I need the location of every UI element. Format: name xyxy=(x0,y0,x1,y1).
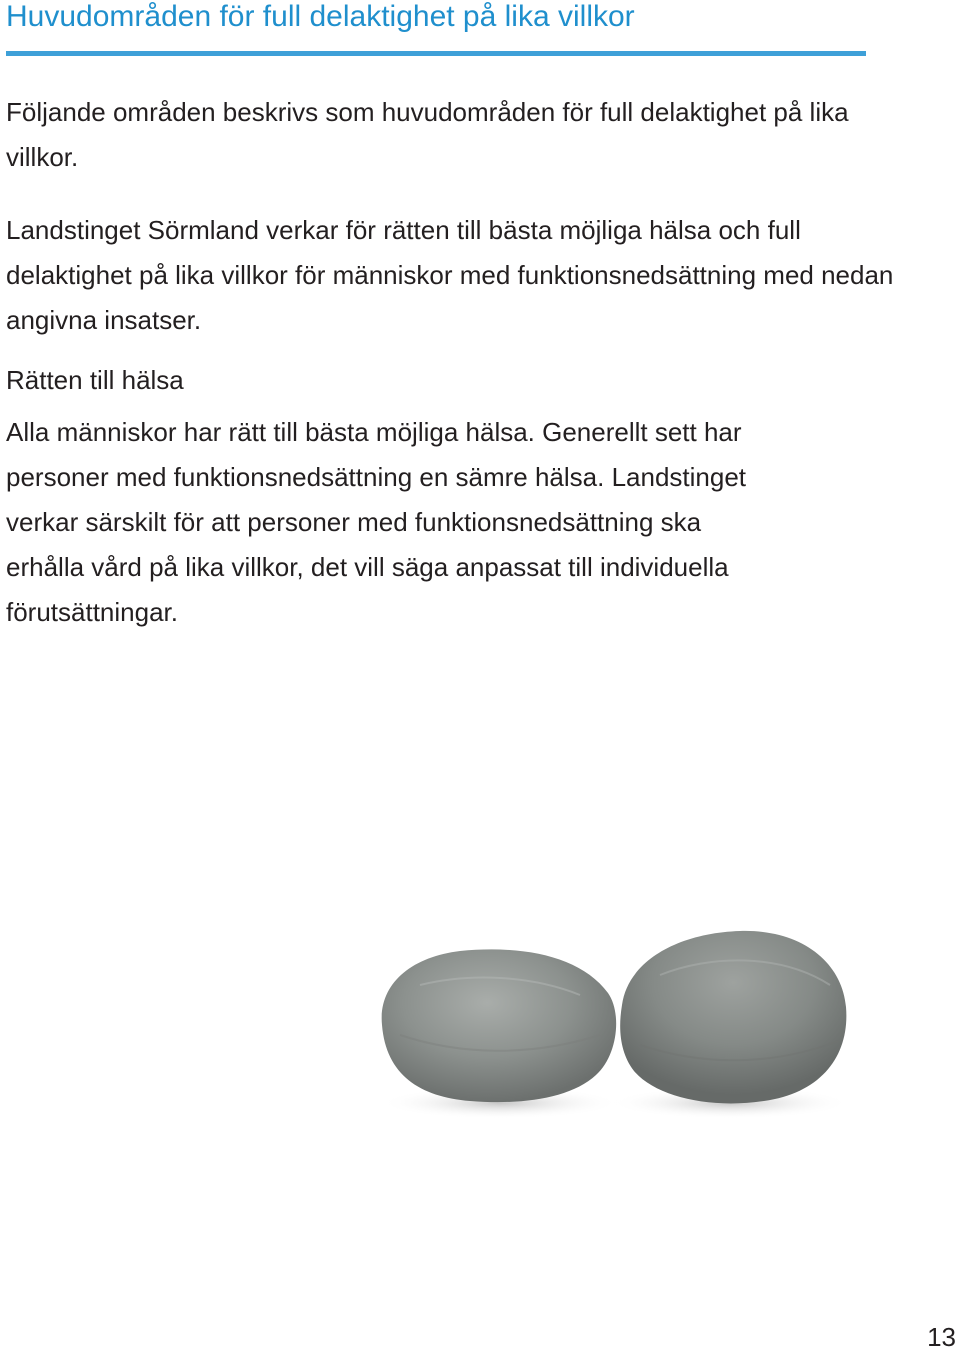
page-number: 13 xyxy=(927,1322,956,1352)
section-body: Alla människor har rätt till bästa möjliga hälsa. Generellt sett har personer med funktionsnedsättning en sämre hälsa. Landstinget verkar särskilt för att personer med funktionsnedsättning ska erhålla vård på lika villkor, det vill säga anpassat till individuella förutsättningar. xyxy=(6,417,747,627)
page-title: Huvudområden för full delaktighet på lika villkor xyxy=(6,0,635,33)
stone-left xyxy=(382,949,617,1102)
heading-divider xyxy=(6,51,866,56)
intro-paragraph: Följande områden beskrivs som huvudområden för full delaktighet på lika villkor. xyxy=(6,97,849,172)
stone-right xyxy=(620,931,846,1104)
main-paragraph: Landstinget Sörmland verkar för rätten till bästa möjliga hälsa och full delaktighet på lika villkor för människor med funktionsnedsättning med nedan angivna insatser. xyxy=(6,215,894,335)
section-title: Rätten till hälsa xyxy=(6,365,184,395)
stones-illustration xyxy=(360,915,860,1125)
